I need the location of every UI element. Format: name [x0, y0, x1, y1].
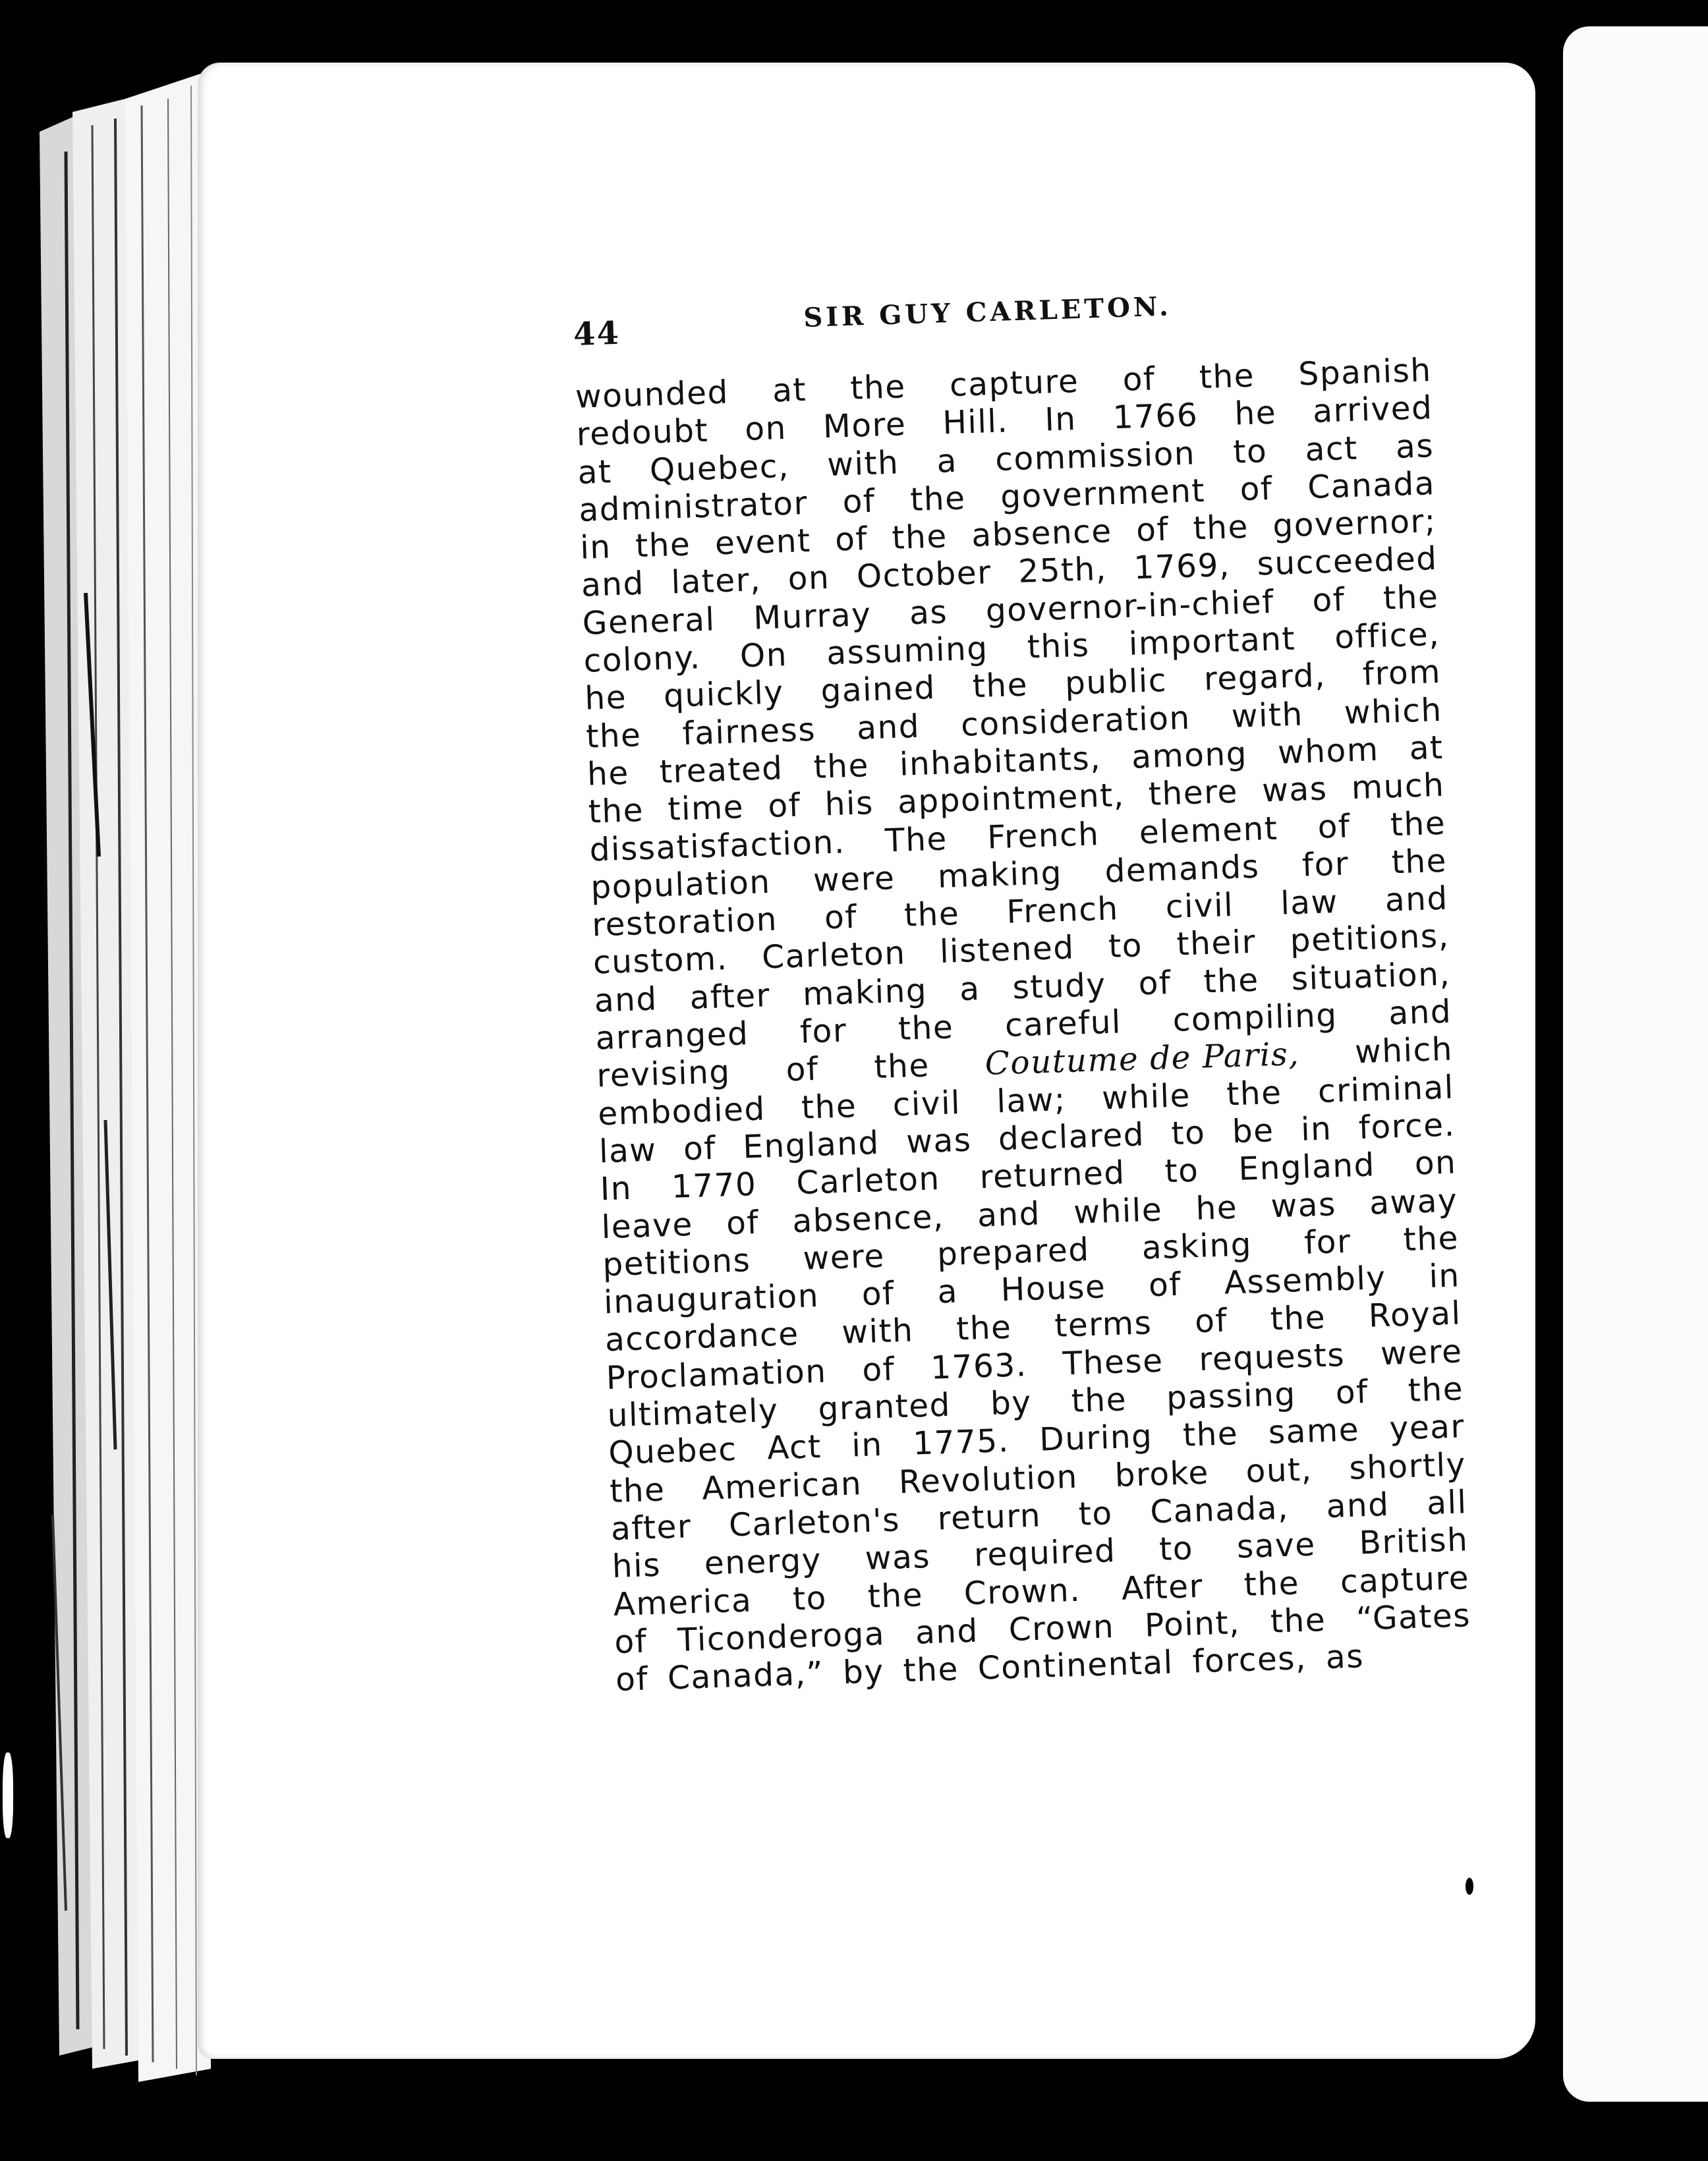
word: commission [994, 435, 1196, 478]
word: Royal [1368, 1295, 1462, 1335]
word: and [915, 1612, 979, 1652]
word: After [1121, 1567, 1204, 1608]
word: of [613, 1623, 648, 1661]
word: much [1351, 767, 1446, 807]
word: 1770 [671, 1166, 758, 1206]
word: his [824, 785, 874, 824]
word: demands [1104, 848, 1261, 890]
word: More [822, 406, 907, 446]
word: the [1203, 961, 1260, 1001]
word: whom [1277, 731, 1380, 772]
word: of [1194, 1302, 1228, 1341]
word: In [1044, 401, 1077, 439]
word: making [802, 972, 928, 1013]
word: be [1231, 1112, 1275, 1151]
word: from [1362, 654, 1442, 693]
word: of [683, 1129, 717, 1168]
word: their [1176, 924, 1257, 964]
word: of [1122, 360, 1156, 399]
word: of [1335, 1373, 1369, 1412]
word: among [1131, 735, 1248, 776]
word: for [1303, 1223, 1352, 1262]
word: for [1301, 845, 1350, 884]
word: the [891, 518, 948, 557]
word: as [909, 594, 949, 632]
scan-speck [868, 16, 878, 26]
word: of [767, 787, 802, 826]
word: population [590, 863, 772, 907]
word: study [1011, 966, 1107, 1007]
word: were [812, 859, 896, 899]
word: time [667, 789, 745, 829]
word: The [884, 820, 948, 860]
word: Quebec, [649, 447, 790, 490]
page-content [572, 263, 1473, 1699]
word: act [1304, 430, 1359, 468]
word: the [1192, 509, 1249, 547]
word: of [1311, 581, 1346, 619]
word: energy [704, 1542, 822, 1583]
word: the [609, 1471, 666, 1510]
word: to [1164, 1152, 1200, 1191]
word: petitions, [1289, 918, 1450, 960]
word: the [1270, 1601, 1326, 1641]
word: by [990, 1384, 1033, 1422]
word: requests [1198, 1336, 1346, 1378]
word: American [701, 1465, 863, 1507]
word: in [851, 1426, 884, 1465]
word: and [1325, 1486, 1390, 1525]
word: Canada, [1149, 1489, 1290, 1531]
word: on [744, 410, 787, 449]
word: House [1000, 1268, 1107, 1309]
word: gained [820, 669, 936, 710]
page-number: 44 [573, 314, 621, 353]
word: Assembly [1223, 1260, 1387, 1302]
word: the [1182, 1415, 1239, 1455]
word: this [1027, 627, 1091, 666]
word: were [1380, 1333, 1464, 1372]
word: on [787, 559, 831, 598]
word: of [824, 899, 858, 937]
word: petitions [602, 1242, 752, 1284]
word: while [1101, 1077, 1191, 1117]
word: asking [1141, 1226, 1253, 1267]
word: 1763. [930, 1346, 1028, 1387]
word: fairness [681, 711, 816, 752]
word: Carleton [761, 935, 907, 976]
italic-word: Coutume de Paris, [984, 1036, 1300, 1083]
word: and [1388, 993, 1452, 1032]
word: Crown. [963, 1571, 1081, 1612]
word: Ticonderoga [677, 1615, 886, 1659]
word: of [861, 1351, 896, 1389]
word: regard, [1203, 657, 1326, 698]
word: shortly [1348, 1445, 1467, 1487]
word: the [897, 1009, 955, 1048]
word: of [1239, 470, 1274, 509]
word: situation, [1290, 955, 1452, 997]
word: the [635, 526, 692, 565]
word: law [1280, 884, 1339, 922]
word: governor-in-chief [985, 583, 1275, 630]
word: important [1128, 620, 1296, 663]
word: were [802, 1237, 886, 1277]
word: after [689, 976, 771, 1017]
word: forces, [1191, 1640, 1307, 1681]
word: civil [892, 1084, 961, 1123]
word: wounded [575, 374, 729, 416]
word: was [905, 1121, 973, 1161]
word: law; [996, 1080, 1067, 1120]
word: 25th, [1017, 551, 1108, 591]
word: governor; [1272, 503, 1437, 545]
word: arrived [1312, 389, 1434, 431]
scan-speck [3, 1753, 13, 1838]
word: office, [1334, 615, 1440, 656]
word: of [615, 1660, 649, 1699]
word: criminal [1317, 1069, 1455, 1110]
word: the [909, 480, 967, 519]
word: administrator [578, 484, 809, 529]
word: the [955, 1309, 1013, 1348]
word: save [1236, 1526, 1317, 1566]
word: the [867, 1576, 924, 1615]
word: England [742, 1124, 880, 1166]
word: of [1137, 964, 1172, 1003]
word: at [1408, 729, 1444, 768]
word: arranged [594, 1015, 750, 1057]
word: in [579, 528, 612, 567]
word: on [1413, 1144, 1458, 1183]
word: Quebec [608, 1431, 738, 1473]
word: which [1344, 691, 1443, 732]
word: he [586, 754, 630, 793]
word: revising [596, 1053, 731, 1095]
word: by [842, 1653, 885, 1692]
word: During [1039, 1418, 1154, 1459]
word: England [1238, 1146, 1376, 1189]
word: the [1243, 1564, 1300, 1604]
word: quickly [663, 674, 785, 716]
word: appointment, [897, 777, 1125, 822]
word: to [1158, 1530, 1194, 1569]
word: event [714, 522, 812, 563]
word: there [1148, 773, 1239, 814]
word: with [1230, 696, 1304, 735]
word: Act [766, 1428, 822, 1467]
word: passing [1166, 1376, 1297, 1417]
word: Crown [1008, 1608, 1115, 1648]
scan-speck [1466, 1878, 1473, 1895]
word: and [1384, 880, 1449, 919]
word: prepared [936, 1231, 1091, 1274]
word: element [1138, 810, 1279, 851]
word: October [856, 554, 992, 596]
word: assuming [826, 630, 989, 673]
word: he [584, 679, 627, 718]
word: and [977, 1194, 1041, 1234]
word: later, [670, 561, 762, 602]
word: of [1317, 807, 1352, 846]
word: the [1408, 1370, 1464, 1409]
word: compiling [1172, 997, 1338, 1039]
word: French [986, 815, 1100, 856]
word: inhabitants, [899, 740, 1102, 783]
word: for [799, 1012, 848, 1051]
word: with [841, 1312, 915, 1352]
word: to [1170, 1114, 1207, 1152]
word: to [1108, 927, 1143, 966]
word: the [1226, 1074, 1283, 1113]
word: the [585, 716, 642, 756]
word: was [865, 1538, 931, 1578]
word: 1766 [1112, 397, 1199, 437]
word: while [1073, 1191, 1163, 1231]
word: the [812, 747, 870, 786]
word: and [581, 565, 645, 605]
word: the [849, 368, 907, 407]
facing-page-edge [1563, 26, 1708, 2102]
word: in [1428, 1257, 1461, 1296]
word: careful [1004, 1003, 1122, 1044]
word: he [1195, 1189, 1238, 1227]
word: On [739, 636, 788, 675]
word: absence [971, 513, 1113, 555]
word: British [1358, 1521, 1469, 1562]
word: Canada,” [667, 1655, 824, 1697]
word: General [582, 601, 716, 642]
word: broke [1114, 1454, 1210, 1494]
word: Carleton [795, 1160, 941, 1202]
word: dissatisfaction. [588, 823, 846, 869]
word: inauguration [603, 1277, 820, 1322]
word: required [973, 1532, 1117, 1574]
word: granted [817, 1386, 952, 1428]
word: to [792, 1579, 828, 1617]
word: year [1388, 1408, 1466, 1448]
word: in [1300, 1110, 1333, 1148]
word: In [600, 1170, 633, 1208]
word: Murray [753, 596, 872, 637]
word: civil [1164, 887, 1234, 926]
word: returned [979, 1154, 1126, 1196]
word: was [1270, 1185, 1337, 1225]
word: the [1070, 1381, 1127, 1420]
word: law [598, 1131, 658, 1171]
word: the [588, 792, 644, 831]
word: all [1426, 1484, 1468, 1523]
word: of [1135, 511, 1170, 549]
word: Canada [1307, 464, 1436, 506]
word: declared [998, 1116, 1145, 1158]
word: Revolution [898, 1458, 1079, 1501]
word: These [1062, 1342, 1164, 1383]
word: the [1390, 842, 1448, 882]
word: and [594, 980, 658, 1020]
word: which [1354, 1030, 1454, 1071]
word: Carleton's [728, 1501, 901, 1544]
word: restoration [591, 901, 778, 944]
word: with [826, 444, 900, 484]
word: capture [949, 362, 1080, 405]
word: of [861, 1275, 896, 1314]
word: succeeded [1256, 540, 1438, 584]
word: ultimately [606, 1392, 780, 1435]
word: America [612, 1581, 753, 1623]
word: consideration [960, 699, 1191, 744]
running-title: SIR GUY CARLETON. [803, 291, 1172, 333]
word: treated [659, 750, 784, 791]
word: making [937, 854, 1063, 895]
word: after [610, 1508, 693, 1548]
word: he [1234, 394, 1277, 433]
word: the [1402, 1220, 1460, 1258]
word: leave [600, 1206, 694, 1246]
word: listened [939, 930, 1075, 971]
word: as [1325, 1638, 1365, 1677]
word: Hill. [942, 403, 1010, 442]
word: of [841, 482, 876, 521]
word: accordance [604, 1316, 800, 1359]
word: the [1382, 578, 1440, 617]
word: redoubt [576, 412, 709, 454]
word: at [772, 371, 807, 410]
word: of [1148, 1266, 1182, 1305]
body-text [575, 352, 1472, 1699]
scan-speck [1440, 2125, 1447, 2134]
word: force. [1358, 1106, 1456, 1147]
word: terms [1054, 1305, 1153, 1345]
word: a [936, 1273, 959, 1311]
word: Proclamation [606, 1353, 828, 1397]
word: the [801, 1087, 858, 1127]
word: to [1078, 1495, 1114, 1533]
word: to [1232, 432, 1268, 471]
word: “Gates [1355, 1596, 1471, 1638]
word: Point, [1144, 1604, 1241, 1644]
word: absence, [791, 1198, 945, 1240]
word: return [936, 1497, 1042, 1538]
word: 1769, [1133, 547, 1231, 587]
word: of [726, 1204, 760, 1242]
word: of [785, 1051, 820, 1089]
word: of [834, 520, 868, 559]
word: out, [1245, 1451, 1313, 1490]
word: capture [1340, 1559, 1470, 1600]
word: Spanish [1297, 352, 1433, 393]
word: the [1270, 1299, 1326, 1338]
word: a [936, 442, 958, 480]
word: the [902, 1650, 959, 1690]
word: was [1261, 770, 1328, 810]
word: public [1064, 662, 1168, 703]
word: French [1006, 890, 1120, 931]
word: 1775. [912, 1422, 1010, 1463]
word: Continental [977, 1644, 1174, 1687]
word: his [612, 1546, 662, 1586]
word: the [1199, 357, 1255, 397]
word: the [903, 895, 961, 934]
word: embodied [597, 1090, 766, 1133]
word: the [1390, 804, 1446, 843]
word: colony. [583, 639, 702, 680]
word: same [1268, 1411, 1360, 1451]
word: government [1000, 472, 1206, 516]
word: away [1369, 1182, 1458, 1222]
word: at [577, 453, 613, 491]
word: the [972, 666, 1029, 706]
word: and [856, 708, 921, 747]
word: a [959, 970, 981, 1008]
word: as [1395, 427, 1435, 466]
word: the [873, 1047, 930, 1086]
word: custom. [592, 940, 729, 982]
